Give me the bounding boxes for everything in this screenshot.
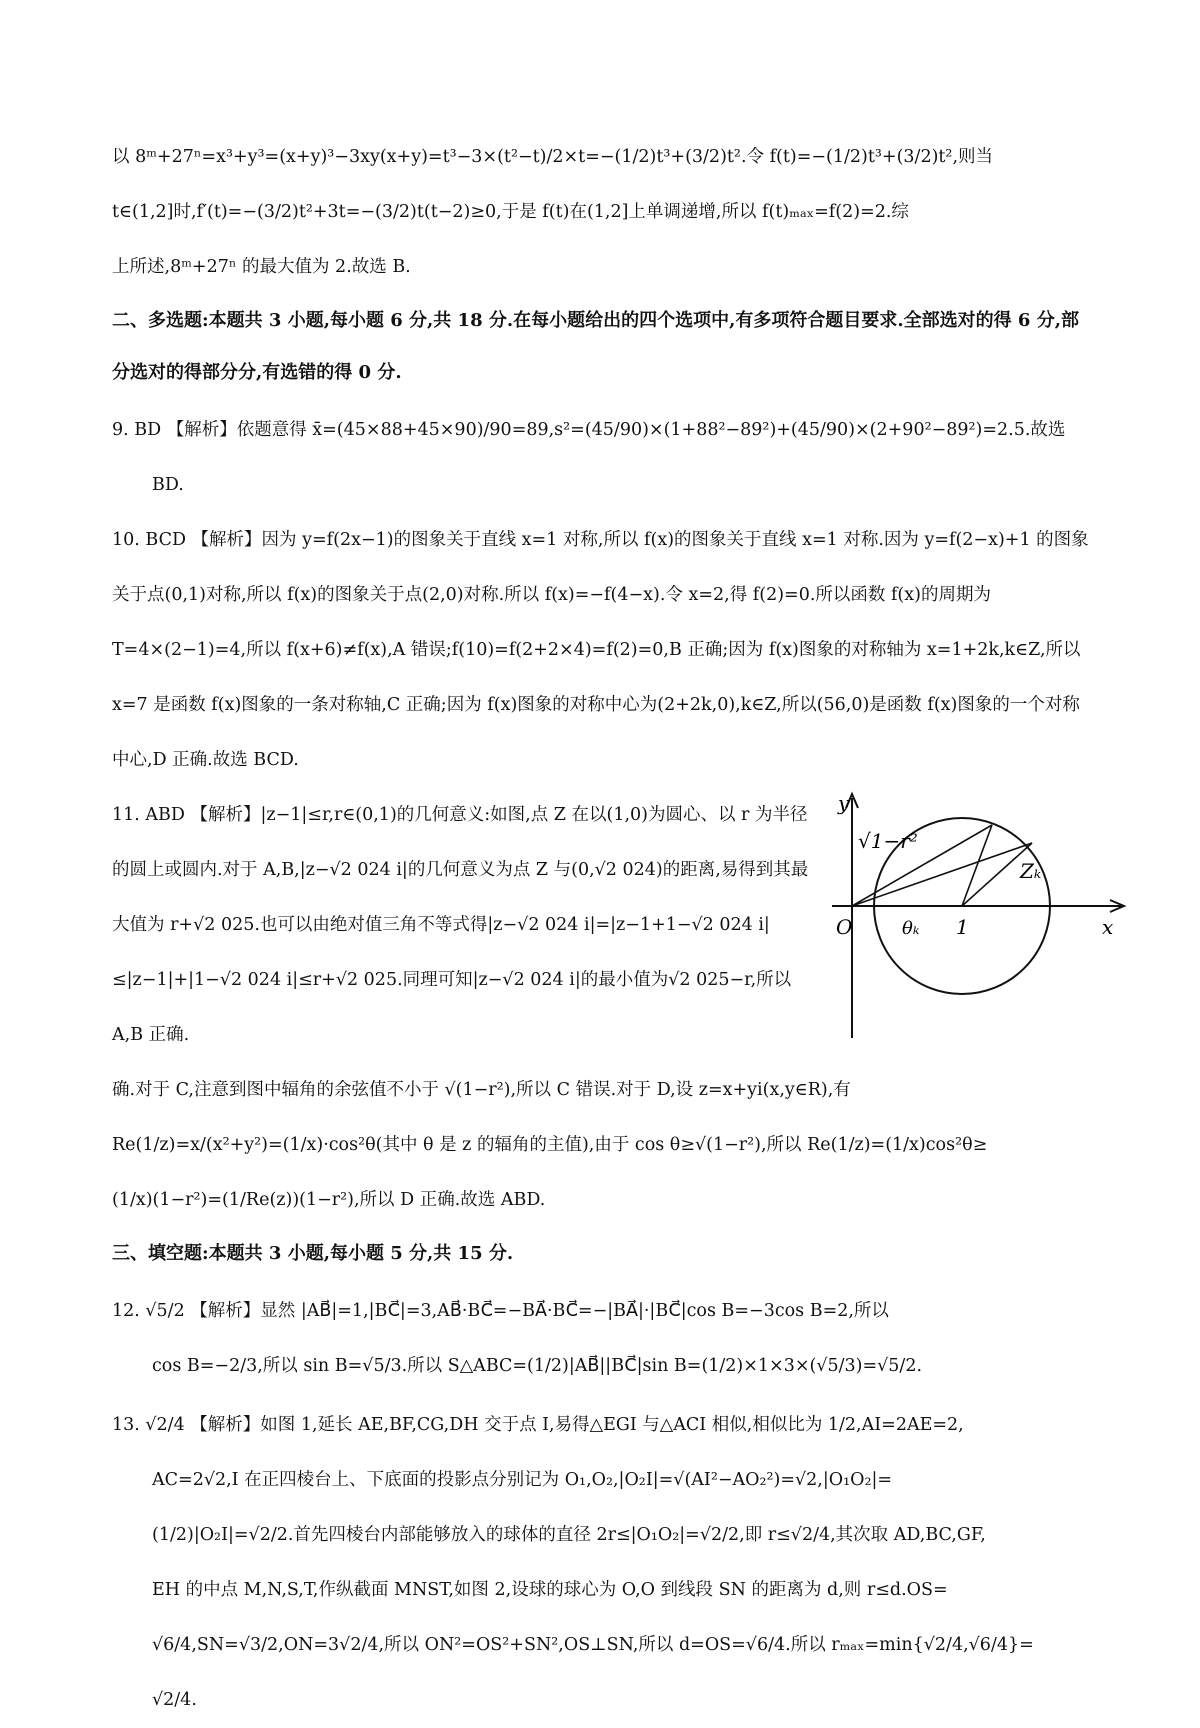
answer-q11-continued: 确.对于 C,注意到图中辐角的余弦值不小于 √(1−r²),所以 C 错误.对于 D,设 z=x+yi(x,y∈R),有 (112, 1080, 851, 1100)
answer-q11 (112, 788, 1114, 1063)
answer-q13-continued: √6/4,SN=√3/2,ON=3√2/4,所以 ON²=OS²+SN²,OS⊥SN,所以 d=OS=√6/4.所以 rₘₐₓ=min{√2/4,√6/4}= (152, 1635, 1034, 1655)
answer-q12-continued: cos B=−2/3,所以 sin B=√5/3.所以 S△ABC=(1/2)|AB⃗||BC⃗|sin B=(1/2)×1×3×(√5/3)=√5/2. (152, 1356, 923, 1376)
answer-q13: 13. √2/4 【解析】如图 1,延长 AE,BF,CG,DH 交于点 I,易得△EGI 与△ACI 相似,相似比为 1/2,AI=2AE=2, (112, 1415, 964, 1435)
angle-label: θₖ (902, 918, 920, 939)
answer-q13-continued: EH 的中点 M,N,S,T,作纵截面 MNST,如图 2,设球的球心为 O,O 到线段 SN 的距离为 d,则 r≤d.OS= (152, 1580, 948, 1600)
answer-q9-continued: BD. (152, 475, 184, 495)
x-axis-label: x (1102, 915, 1114, 939)
text-line: 上所述,8ᵐ+27ⁿ 的最大值为 2.故选 B. (112, 257, 411, 277)
answer-q11-text: 11. ABD 【解析】|z−1|≤r,r∈(0,1)的几何意义:如图,点 Z 在以(1,0)为圆心、以 r 为半径的圆上或圆内.对于 A,B,|z−√2 024 i|的几何意义为点 Z 与(0,√2 024)的距离,易得到其最大值为 r+√2 025.也可以由绝对值三角不等式得|z−√2 024 i|=|z−1+1−√2 024 i|≤|z−1|+|1−√2 024 i|≤r+√2 025.同理可知|z−√2 024 i|的最小值为√2 025−r,所以 A,B 正确. (112, 805, 809, 1045)
answer-q11-continued: (1/x)(1−r²)=(1/Re(z))(1−r²),所以 D 正确.故选 ABD. (112, 1190, 546, 1210)
text-line: t∈(1,2]时,f′(t)=−(3/2)t²+3t=−(3/2)t(t−2)≥0,于是 f(t)在(1,2]上单调递增,所以 f(t)ₘₐₓ=f(2)=2.综 (112, 202, 909, 222)
answer-q11-continued: Re(1/z)=x/(x²+y²)=(1/x)·cos²θ(其中 θ 是 z 的辐角的主值),由于 cos θ≥√(1−r²),所以 Re(1/z)=(1/x)cos²θ≥ (112, 1135, 988, 1155)
one-label: 1 (956, 915, 969, 939)
answer-q13-continued: AC=2√2,I 在正四棱台上、下底面的投影点分别记为 O₁,O₂,|O₂I|=√(AI²−AO₂²)=√2,|O₁O₂|= (152, 1470, 893, 1490)
answer-q9: 9. BD 【解析】依题意得 x̄=(45×88+45×90)/90=89,s²=(45/90)×(1+88²−89²)+(45/90)×(2+90²−89²)=2.5.故选 (112, 420, 1066, 440)
answer-q13-continued: √2/4. (152, 1690, 197, 1710)
text-line: 以 8ᵐ+27ⁿ=x³+y³=(x+y)³−3xy(x+y)=t³−3×(t²−t)/2×t=−(1/2)t³+(3/2)t².令 f(t)=−(1/2)t³+(3/2)t²,则当 (112, 147, 994, 167)
complex-plane-diagram (832, 788, 1132, 1048)
answer-q13-continued: (1/2)|O₂I|=√2/2.首先四棱台内部能够放入的球体的直径 2r≤|O₁O₂|=√2/2,即 r≤√2/4,其次取 AD,BC,GF, (152, 1525, 986, 1545)
section-heading: 二、多选题:本题共 3 小题,每小题 6 分,共 18 分.在每小题给出的四个选项中,有多项符合题目要求.全部选对的得 6 分,部分选对的得部分分,有选错的得 0 分. (112, 310, 1079, 383)
answer-q10: 10. BCD 【解析】因为 y=f(2x−1)的图象关于直线 x=1 对称,所以 f(x)的图象关于直线 x=1 对称.因为 y=f(2−x)+1 的图象关于点(0,1)对称,所以 f(x)的图象关于点(2,0)对称.所以 f(x)=−f(4−x).令 x=2,得 f(2)=0.所以函数 f(x)的周期为 T=4×(2−1)=4,所以 f(x+6)≠f(x),A 错误;f(10)=f(2+2×4)=f(2)=0,B 正确;因为 f(x)图象的对称轴为 x=1+2k,k∈Z,所以 x=7 是函数 f(x)图象的一条对称轴,C 正确;因为 f(x)图象的对称中心为(2+2k,0),k∈Z,所以(56,0)是函数 f(x)图象的一个对称中心,D 正确.故选 BCD. (112, 530, 1089, 770)
origin-label: O (836, 915, 853, 939)
section-heading: 三、填空题:本题共 3 小题,每小题 5 分,共 15 分. (112, 1243, 514, 1264)
radius-label: √1−r² (858, 829, 918, 853)
point-label: Zₖ (1020, 859, 1042, 883)
complex-plane-figure (832, 788, 1132, 1048)
answer-q12: 12. √5/2 【解析】显然 |AB⃗|=1,|BC⃗|=3,AB⃗·BC⃗=−BA⃗·BC⃗=−|BA⃗|·|BC⃗|cos B=−3cos B=2,所以 (112, 1301, 889, 1321)
y-axis-label: y (838, 791, 850, 815)
